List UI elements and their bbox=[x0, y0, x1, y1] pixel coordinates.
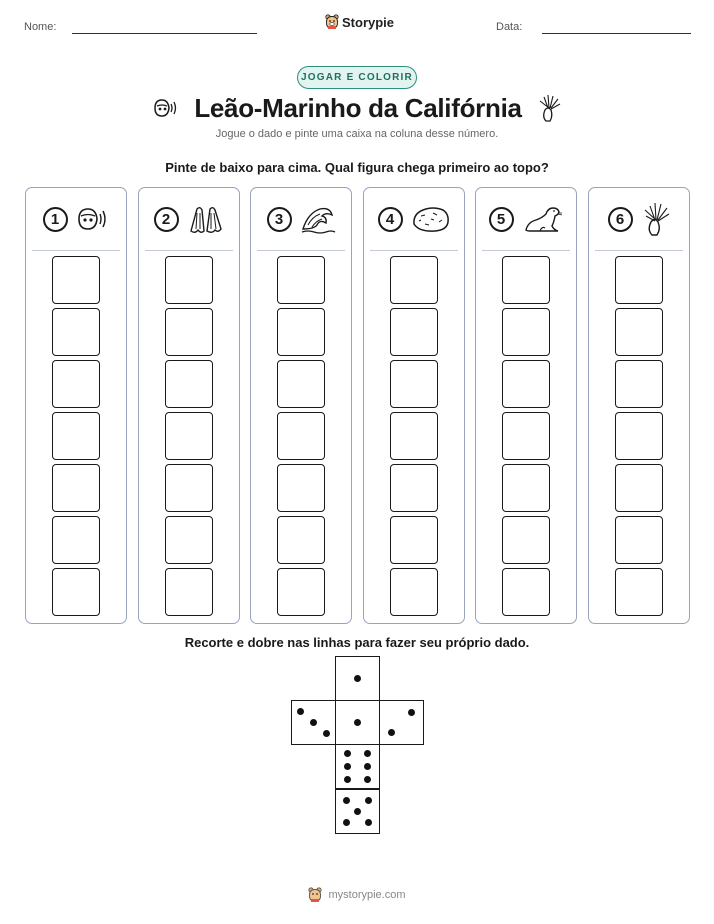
color-box[interactable] bbox=[277, 308, 325, 356]
column-number: 3 bbox=[267, 207, 292, 232]
subtitle: Jogue o dado e pinte uma caixa na coluna desse número. bbox=[215, 128, 499, 140]
color-box[interactable] bbox=[502, 516, 550, 564]
bear-logo-icon bbox=[308, 887, 322, 903]
bear-logo-icon bbox=[325, 14, 339, 30]
die-face-2 bbox=[379, 700, 424, 745]
footer-url[interactable]: mystorypie.com bbox=[328, 889, 406, 901]
die-pip bbox=[343, 819, 350, 826]
color-box[interactable] bbox=[615, 308, 663, 356]
column-2 bbox=[138, 187, 240, 624]
column-divider bbox=[257, 250, 345, 251]
column-header bbox=[364, 188, 464, 250]
color-box[interactable] bbox=[390, 568, 438, 616]
column-4 bbox=[363, 187, 465, 624]
color-box[interactable] bbox=[502, 360, 550, 408]
sea-lion-icon bbox=[522, 204, 564, 234]
die-face-1 bbox=[335, 700, 380, 745]
die-pip bbox=[354, 675, 361, 682]
die-pip bbox=[310, 719, 317, 726]
color-box[interactable] bbox=[615, 360, 663, 408]
column-divider bbox=[370, 250, 458, 251]
die-face-3 bbox=[291, 700, 336, 745]
color-box[interactable] bbox=[165, 308, 213, 356]
column-header bbox=[26, 188, 126, 250]
flippers-icon bbox=[187, 203, 225, 235]
die-pip bbox=[344, 750, 351, 757]
die-pip bbox=[323, 730, 330, 737]
category-badge: JOGAR E COLORIR bbox=[297, 66, 417, 89]
color-box[interactable] bbox=[277, 412, 325, 460]
color-box[interactable] bbox=[390, 256, 438, 304]
brand-logo bbox=[325, 14, 394, 30]
color-box[interactable] bbox=[52, 412, 100, 460]
die-face-1 bbox=[335, 656, 380, 701]
color-box[interactable] bbox=[277, 464, 325, 512]
die-pip bbox=[344, 763, 351, 770]
title-row bbox=[0, 90, 714, 126]
column-header bbox=[251, 188, 351, 250]
color-box[interactable] bbox=[165, 412, 213, 460]
die-pip bbox=[343, 797, 350, 804]
page-title: Leão-Marinho da Califórnia bbox=[194, 92, 522, 123]
column-5 bbox=[475, 187, 577, 624]
color-box[interactable] bbox=[52, 568, 100, 616]
color-box[interactable] bbox=[165, 516, 213, 564]
name-label: Nome: bbox=[24, 21, 57, 33]
color-box[interactable] bbox=[502, 256, 550, 304]
sea-lion-face-icon bbox=[152, 96, 180, 120]
name-field-line[interactable] bbox=[72, 33, 257, 34]
column-number: 2 bbox=[154, 207, 179, 232]
brand-name: Storypie bbox=[342, 14, 395, 30]
color-box[interactable] bbox=[52, 464, 100, 512]
column-divider bbox=[145, 250, 233, 251]
die-pip bbox=[365, 797, 372, 804]
die-face-5 bbox=[335, 789, 380, 834]
die-face-6 bbox=[335, 744, 380, 789]
footer bbox=[0, 887, 714, 903]
column-divider bbox=[32, 250, 120, 251]
color-box[interactable] bbox=[277, 256, 325, 304]
rock-icon bbox=[411, 204, 451, 234]
column-number: 4 bbox=[378, 207, 403, 232]
color-box[interactable] bbox=[165, 256, 213, 304]
die-pip bbox=[354, 719, 361, 726]
column-header bbox=[139, 188, 239, 250]
color-box[interactable] bbox=[615, 412, 663, 460]
column-divider bbox=[595, 250, 683, 251]
color-box[interactable] bbox=[615, 464, 663, 512]
color-box[interactable] bbox=[390, 360, 438, 408]
date-field-line[interactable] bbox=[542, 33, 691, 34]
sea-anemone-icon bbox=[641, 201, 671, 237]
color-box[interactable] bbox=[502, 308, 550, 356]
column-6 bbox=[588, 187, 690, 624]
die-pip bbox=[408, 709, 415, 716]
color-box[interactable] bbox=[615, 256, 663, 304]
die-pip bbox=[354, 808, 361, 815]
color-box[interactable] bbox=[277, 516, 325, 564]
column-number: 1 bbox=[43, 207, 68, 232]
color-box[interactable] bbox=[52, 516, 100, 564]
column-divider bbox=[482, 250, 570, 251]
color-box[interactable] bbox=[52, 360, 100, 408]
die-pip bbox=[297, 708, 304, 715]
die-pip bbox=[364, 763, 371, 770]
color-box[interactable] bbox=[277, 568, 325, 616]
die-pip bbox=[388, 729, 395, 736]
color-box[interactable] bbox=[502, 568, 550, 616]
sea-lion-face-icon bbox=[76, 205, 110, 233]
die-pip bbox=[365, 819, 372, 826]
column-number: 5 bbox=[489, 207, 514, 232]
column-1 bbox=[25, 187, 127, 624]
die-pip bbox=[364, 750, 371, 757]
cut-instruction: Recorte e dobre nas linhas para fazer seu próprio dado. bbox=[184, 635, 530, 650]
color-box[interactable] bbox=[52, 256, 100, 304]
die-pip bbox=[364, 776, 371, 783]
color-box[interactable] bbox=[165, 568, 213, 616]
instruction: Pinte de baixo para cima. Qual figura chega primeiro ao topo? bbox=[165, 160, 549, 175]
date-label: Data: bbox=[496, 21, 523, 33]
color-box[interactable] bbox=[390, 412, 438, 460]
color-box[interactable] bbox=[390, 516, 438, 564]
color-box[interactable] bbox=[502, 412, 550, 460]
sea-anemone-icon bbox=[536, 93, 562, 123]
color-box[interactable] bbox=[390, 464, 438, 512]
column-3 bbox=[250, 187, 352, 624]
color-box[interactable] bbox=[615, 516, 663, 564]
die-pip bbox=[344, 776, 351, 783]
wave-icon bbox=[300, 203, 336, 235]
color-box[interactable] bbox=[502, 464, 550, 512]
color-box[interactable] bbox=[277, 360, 325, 408]
column-header bbox=[589, 188, 689, 250]
column-header bbox=[476, 188, 576, 250]
color-box[interactable] bbox=[165, 360, 213, 408]
color-box[interactable] bbox=[165, 464, 213, 512]
color-box[interactable] bbox=[615, 568, 663, 616]
color-box[interactable] bbox=[52, 308, 100, 356]
column-number: 6 bbox=[608, 207, 633, 232]
color-box[interactable] bbox=[390, 308, 438, 356]
